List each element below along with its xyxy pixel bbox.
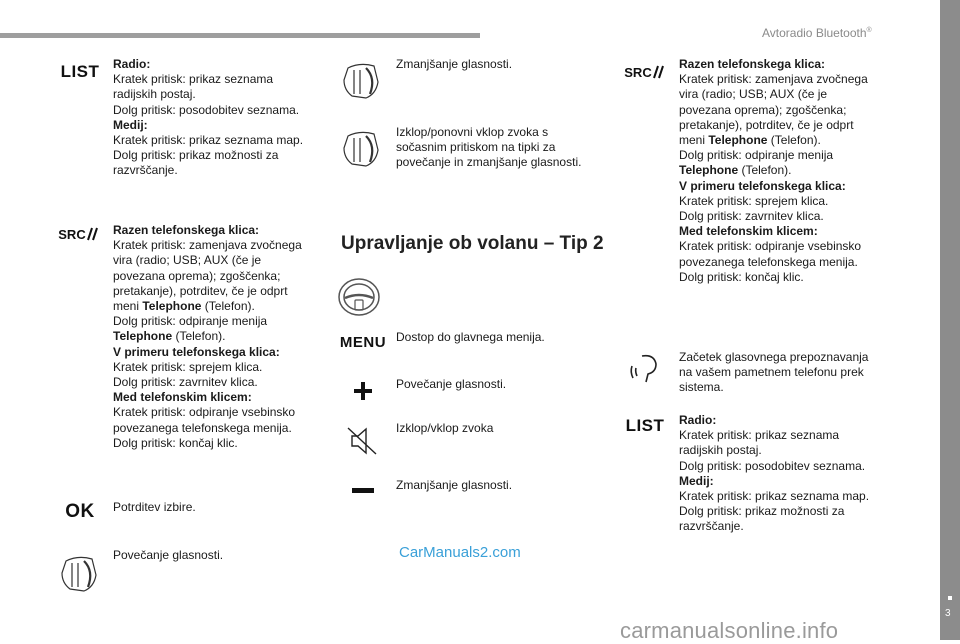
mute-description: Izklop/ponovni vklop zvoka s sočasnim pritiskom na tipki za povečanje in zmanjšanje glasnosti. [396, 125, 582, 170]
section-heading: Upravljanje ob volanu – Tip 2 [341, 233, 604, 254]
slash-phone-icon [86, 227, 102, 241]
radio-list-description: Radio: Kratek pritisk: prikaz seznama radijskih postaj. Dolg pritisk: posodobitev seznama. Medij: Kratek pritisk: prikaz seznama map. Dolg pritisk: prikaz možnosti za razvrščanje. [113, 57, 304, 178]
page-sidebar [940, 0, 960, 640]
menu-description: Dostop do glavnega menija. [396, 330, 545, 344]
src-description: Razen telefonskega klica: Kratek pritisk: zamenjava zvočnega vira (radio; USB; AUX (če je povezana oprema); zgoščenka; pretakanje), potrditev, če je odprt meni Telephone (Telefon). Dolg pritisk: odpiranje menija Telephone (Telefon). V primeru telefonskega klica: Kratek pritisk: sprejem klica. Dolg pritisk: zavrnitev klica. Med telefonskim klicem: Kratek pritisk: odpiranje vsebinsko povezanega telefonskega menija. Dolg pritisk: končaj klic. [113, 223, 302, 450]
watermark-carmanualsonline: carmanualsonline.info [620, 618, 839, 643]
menu-button-icon: MENU [339, 333, 387, 351]
mute-toggle-description: Izklop/vklop zvoka [396, 421, 494, 435]
volume-up-paddle-icon [58, 553, 100, 593]
src-phone-icon-2: SRC [623, 62, 669, 82]
plus-description: Povečanje glasnosti. [396, 377, 507, 391]
volume-up-description: Povečanje glasnosti. [113, 548, 224, 562]
volume-down-description: Zmanjšanje glasnosti. [396, 57, 513, 71]
ok-description: Potrditev izbire. [113, 500, 196, 514]
page-header-title: Avtoradio Bluetooth® [762, 26, 872, 40]
src-phone-icon: SRC [57, 224, 103, 244]
page-number: 3 [945, 608, 951, 619]
ok-button-icon: OK [65, 501, 95, 522]
radio-list-description-2: Radio: Kratek pritisk: prikaz seznama radijskih postaj. Dolg pritisk: posodobitev seznama. Medij: Kratek pritisk: prikaz seznama map. Dolg pritisk: prikaz možnosti za razvrščanje. [679, 413, 870, 534]
src-description-2: Razen telefonskega klica: Kratek pritisk: zamenjava zvočnega vira (radio; USB; AUX (če je povezana oprema); zgoščenka; pretakanje), potrditev, če je odprt meni Telephone (Telefon). Dolg pritisk: odpiranje menija Telephone (Telefon). V primeru telefonskega klica: Kratek pritisk: sprejem klica. Dolg pritisk: zavrnitev klica. Med telefonskim klicem: Kratek pritisk: odpiranje vsebinsko povezanega telefonskega menija. Dolg pritisk: končaj klic. [679, 57, 868, 284]
voice-recognition-icon [626, 352, 664, 386]
plus-icon [350, 378, 376, 404]
header-rule [0, 33, 480, 38]
watermark-carmanuals: CarManuals2.com [399, 544, 521, 561]
steering-wheel-icon [336, 276, 382, 318]
minus-description: Zmanjšanje glasnosti. [396, 478, 513, 492]
mute-paddle-icon [340, 128, 382, 168]
voice-description: Začetek glasovnega prepoznavanja na vašem pametnem telefonu prek sistema. [679, 350, 869, 395]
mute-speaker-icon [344, 424, 380, 458]
list-button-icon: LIST [60, 62, 100, 81]
volume-down-paddle-icon [340, 60, 382, 100]
sidebar-marker [948, 596, 952, 600]
minus-icon [350, 486, 376, 496]
slash-phone-icon [652, 65, 668, 79]
list-button-icon-2: LIST [625, 416, 665, 435]
